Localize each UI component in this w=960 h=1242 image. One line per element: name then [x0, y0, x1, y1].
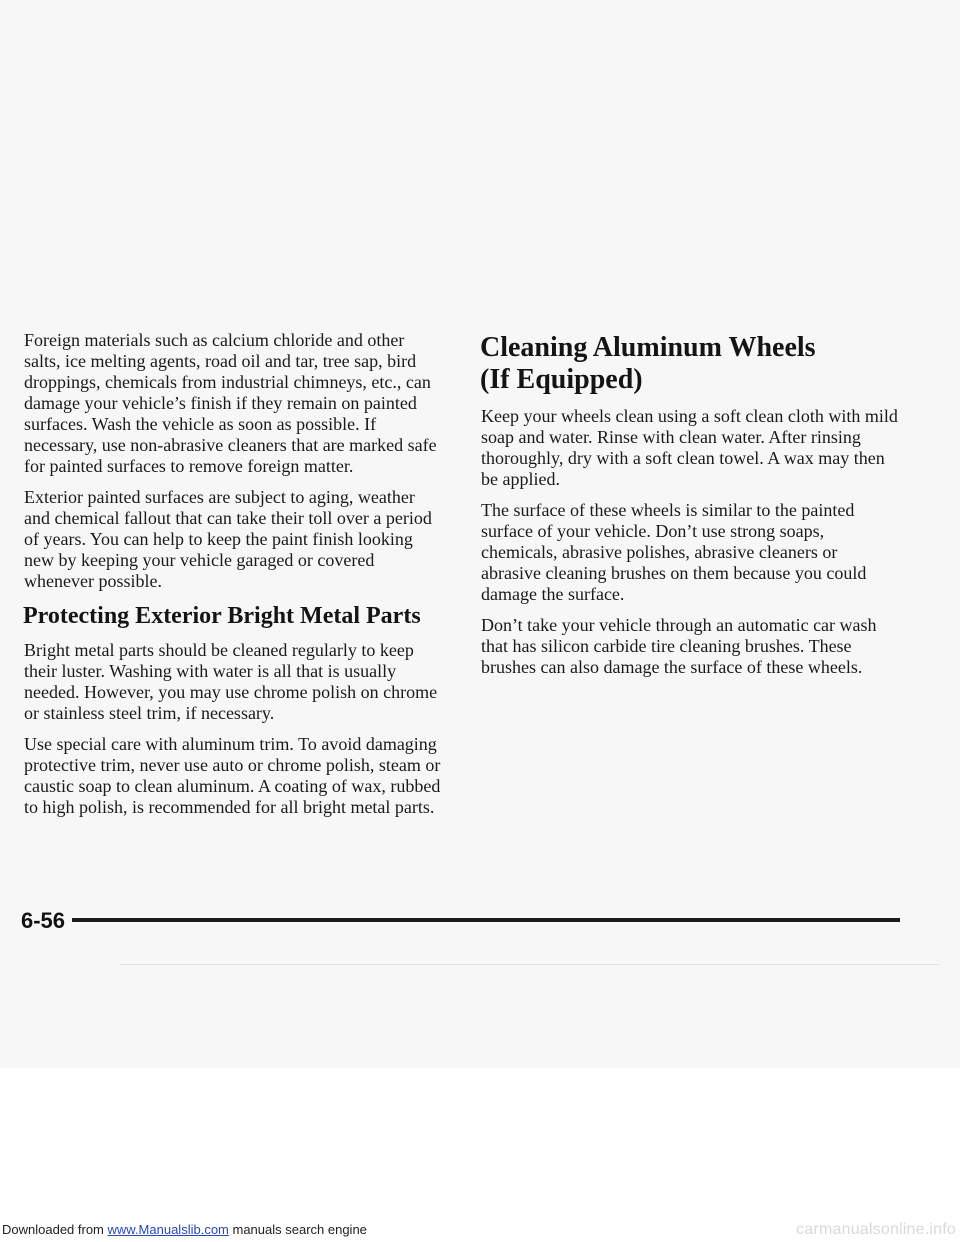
heading-line-1: Cleaning Aluminum Wheels: [480, 332, 816, 363]
download-suffix: manuals search engine: [228, 1222, 367, 1237]
bright-metal-heading: Protecting Exterior Bright Metal Parts: [23, 603, 421, 629]
foreign-materials-paragraph: Foreign materials such as calcium chloride and other salts, ice melting agents, road oil and tar, tree sap, bird droppings, chemicals from industrial chimneys, etc., can damage your vehicle’s finish if they remain on painted surfaces. Wash the vehicle as soon as possible. If necessary, use non-abrasive cleaners that are marked safe for painted surfaces to remove foreign matter.: [24, 330, 437, 476]
aluminum-wheels-heading: [480, 332, 901, 396]
exterior-surfaces-paragraph: Exterior painted surfaces are subject to aging, weather and chemical fallout that can take their toll over a period of years. You can help to keep the paint finish looking new by keeping your vehicle garaged or covered whenever possible.: [24, 487, 432, 591]
watermark-logo: carmanualsonline.info: [796, 1221, 956, 1238]
scan-artifact-line: [120, 964, 940, 965]
wheel-cleaning-paragraph: Keep your wheels clean using a soft clean cloth with mild soap and water. Rinse with clean water. After rinsing thoroughly, dry with a soft clean towel. A wax may then be applied.: [481, 406, 898, 489]
car-wash-paragraph: Don’t take your vehicle through an automatic car wash that has silicon carbide tire cleaning brushes. These brushes can also damage the surface of these wheels.: [481, 615, 877, 677]
left-column: [24, 330, 444, 828]
page-number: 6-56: [21, 908, 66, 933]
heading-line-2: (If Equipped): [480, 364, 643, 395]
download-attribution: [2, 1222, 367, 1238]
wheel-surface-paragraph: The surface of these wheels is similar to the painted surface of your vehicle. Don’t use strong soaps, chemicals, abrasive polishes, abrasive cleaners or abrasive cleaning brushes on them because you could damage the surface.: [481, 500, 867, 604]
bright-metal-paragraph: Bright metal parts should be cleaned regularly to keep their luster. Washing with water is all that is usually needed. However, you may use chrome polish on chrome or stainless steel trim, if necessary.: [24, 640, 438, 723]
right-column: [481, 332, 901, 688]
footer-rule: [72, 918, 900, 922]
download-prefix: Downloaded from: [2, 1222, 108, 1237]
aluminum-trim-paragraph: Use special care with aluminum trim. To avoid damaging protective trim, never use auto or chrome polish, steam or caustic soap to clean aluminum. A coating of wax, rubbed to high polish, is recommended for all bright metal parts.: [24, 734, 441, 817]
manualslib-link[interactable]: www.Manualslib.com: [107, 1222, 229, 1237]
